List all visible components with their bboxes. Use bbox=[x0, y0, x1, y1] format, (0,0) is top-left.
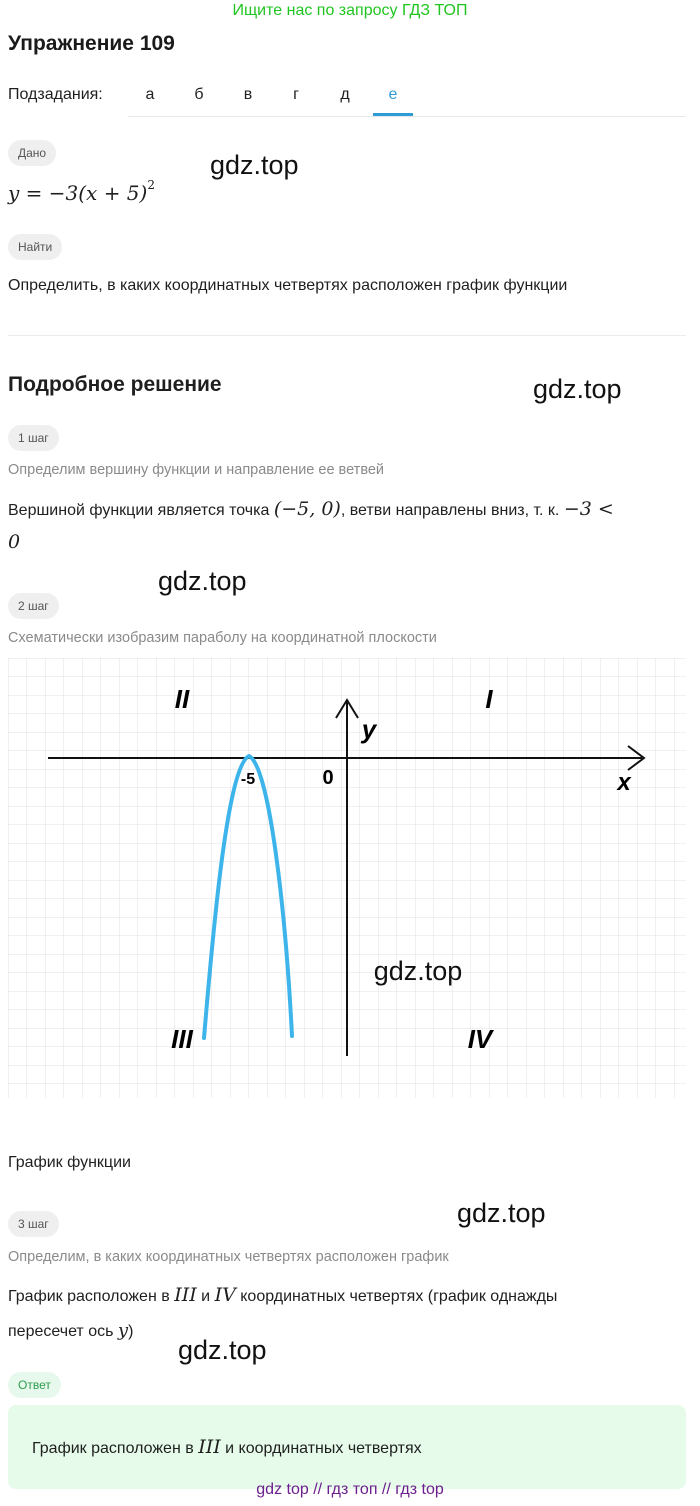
quadrant-1-label: I bbox=[485, 684, 493, 714]
tab-a[interactable]: а bbox=[145, 86, 155, 103]
active-tab-indicator bbox=[373, 113, 413, 116]
vertex-point: (−5, 0) bbox=[273, 498, 341, 520]
graph-caption: График функции bbox=[8, 1154, 131, 1171]
step3-text-c: пересечет ось bbox=[8, 1323, 114, 1340]
parabola-graph bbox=[8, 658, 686, 1098]
promo-banner[interactable]: Ищите нас по запросу ГДЗ ТОП bbox=[232, 2, 468, 19]
step1-text bbox=[8, 498, 614, 520]
watermark: gdz.top bbox=[533, 374, 622, 404]
tab-e[interactable]: е bbox=[388, 86, 398, 103]
x-axis-label: x bbox=[617, 769, 631, 796]
condition-b: 0 bbox=[8, 531, 21, 553]
answer-badge: Ответ bbox=[8, 1372, 61, 1398]
solution-title: Подробное решение bbox=[8, 373, 222, 396]
find-text: Определить, в каких координатных четвертях расположен график функции bbox=[8, 277, 568, 294]
footer-links[interactable]: gdz top // гдз топ // гдз top bbox=[256, 1481, 444, 1498]
quadrant-iv: IV bbox=[214, 1284, 236, 1306]
vertex-label: -5 bbox=[240, 771, 256, 788]
step2-hint: Схематически изобразим параболу на координатной плоскости bbox=[8, 630, 437, 646]
subtasks-label: Подзадания: bbox=[8, 86, 103, 103]
quadrant-3-label: III bbox=[171, 1024, 193, 1054]
condition-a: −3 < bbox=[563, 498, 614, 520]
given-badge: Дано bbox=[8, 140, 56, 166]
step3-hint: Определим, в каких координатных четвертях расположен график bbox=[8, 1249, 449, 1265]
step1-text-a: Вершиной функции является точка bbox=[8, 502, 270, 519]
origin-label: 0 bbox=[322, 767, 334, 789]
tab-v[interactable]: в bbox=[243, 86, 253, 103]
step3-and: и bbox=[201, 1288, 211, 1305]
formula-exponent: 2 bbox=[147, 178, 155, 192]
page-title: Упражнение 109 bbox=[8, 32, 175, 55]
find-badge: Найти bbox=[8, 234, 62, 260]
step3-text-d: ) bbox=[128, 1323, 134, 1340]
quadrant-4-label: IV bbox=[467, 1024, 493, 1054]
watermark: gdz.top bbox=[210, 150, 299, 180]
watermark: gdz.top bbox=[178, 1335, 267, 1365]
y-axis-label: y bbox=[361, 714, 377, 744]
quadrant-2-label: II bbox=[174, 684, 190, 714]
subtask-tabs bbox=[128, 76, 686, 117]
step3-text-a: График расположен в bbox=[8, 1288, 170, 1305]
answer-text-b: и координатных четвертях bbox=[225, 1440, 422, 1457]
tab-b[interactable]: б bbox=[194, 86, 204, 103]
step1-text-b: , ветви направлены вниз, т. к. bbox=[340, 502, 560, 519]
step3-text bbox=[8, 1284, 557, 1306]
quadrant-iii: III bbox=[174, 1284, 197, 1306]
step2-badge: 2 шаг bbox=[8, 593, 59, 619]
step1-badge: 1 шаг bbox=[8, 425, 59, 451]
step3-badge: 3 шаг bbox=[8, 1211, 59, 1237]
tab-d[interactable]: д bbox=[340, 86, 350, 103]
watermark: gdz.top bbox=[457, 1198, 546, 1228]
divider bbox=[8, 335, 686, 336]
answer-text bbox=[32, 1436, 422, 1458]
watermark: gdz.top bbox=[158, 566, 247, 596]
axis-y: y bbox=[117, 1320, 129, 1341]
given-formula bbox=[8, 178, 155, 205]
step3-text-b: координатных четвертях (график однажды bbox=[240, 1288, 558, 1305]
answer-quadrant-iii: III bbox=[198, 1436, 221, 1458]
tab-g[interactable]: г bbox=[293, 86, 299, 103]
answer-text-a: График расположен в bbox=[32, 1440, 194, 1457]
formula-main: y = −3(x + 5) bbox=[8, 181, 148, 205]
watermark: gdz.top bbox=[373, 956, 463, 986]
step1-hint: Определим вершину функции и направление ее ветвей bbox=[8, 462, 385, 478]
step3-text-2 bbox=[8, 1320, 133, 1341]
